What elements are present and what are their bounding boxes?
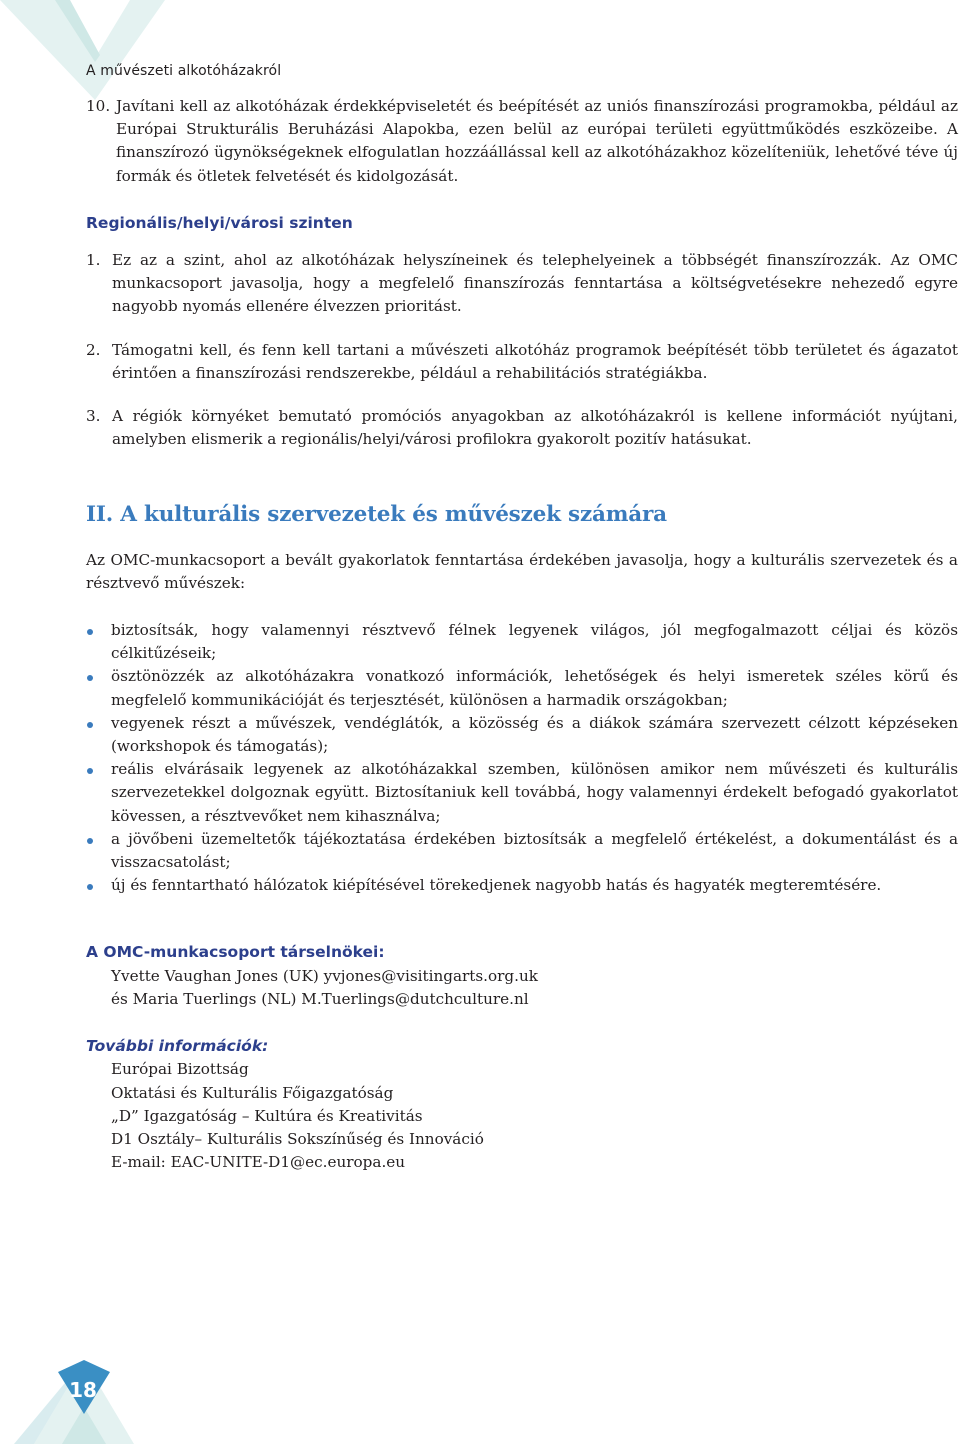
co-chairs-block xyxy=(86,941,958,1011)
item-text: Ez az a szint, ahol az alkotóházak helyszíneinek és telephelyeinek a többségét finanszírozzák. Az OMC munkacsoport javasolja, hogy a megfelelő finanszírozás fenntartása a költségvetésekre nehezedő egyre nagyobb nyomás ellenére élvezzen prioritást. xyxy=(112,251,958,316)
bullet-icon xyxy=(87,768,93,774)
contact-line: és Maria Tuerlings (NL) M.Tuerlings@dutchculture.nl xyxy=(111,989,529,1008)
list-item: biztosítsák, hogy valamennyi résztvevő félnek legyenek világos, jól megfogalmazott céljai és közös célkitűzéseik; xyxy=(86,619,958,665)
item-text: Támogatni kell, és fenn kell tartani a művészeti alkotóház programok beépítését több területet és ágazatot érintően a finanszírozási rendszerekbe, például a rehabilitációs stratégiákba. xyxy=(112,340,958,382)
more-info-label: További információk: xyxy=(86,1037,269,1056)
regional-list xyxy=(86,249,958,451)
info-line: Európai Bizottság xyxy=(111,1060,249,1079)
item-number: 1. xyxy=(86,251,101,270)
list-item xyxy=(86,405,958,451)
item-text: A régiók környéket bemutató promóciós anyagokban az alkotóházakról is kellene információt nyújtani, amelyben elismerik a regionális/helyi/városi profilokra gyakorolt pozitív hatásukat. xyxy=(112,407,958,449)
recommendation-bullets xyxy=(86,619,958,897)
bullet-icon xyxy=(87,884,93,890)
page-number: 18 xyxy=(69,1378,97,1402)
list-item xyxy=(86,95,958,188)
info-line: D1 Osztály– Kulturális Sokszínűség és Innováció xyxy=(111,1129,484,1148)
bullet-icon xyxy=(87,838,93,844)
list-item: vegyenek részt a művészek, vendéglátók, a közösség és a diákok számára szervezett célzott képzéseken (workshopok és támogatás); xyxy=(86,712,958,758)
item-number: 10. xyxy=(86,97,111,115)
eu-level-list xyxy=(86,95,958,188)
item-number: 2. xyxy=(86,340,101,359)
list-item xyxy=(86,249,958,319)
list-item: új és fenntartható hálózatok kiépítésével törekedjenek nagyobb hatás és hagyaték megteremtésére. xyxy=(86,874,958,897)
item-number: 3. xyxy=(86,407,101,426)
page-body xyxy=(86,95,958,1174)
regional-heading: Regionális/helyi/városi szinten xyxy=(86,213,353,232)
more-info-block xyxy=(86,1035,958,1174)
list-item: reális elvárásaik legyenek az alkotóházakkal szemben, különösen amikor nem művészeti és kulturális szervezetekkel dolgoznak együtt. Biztosítaniuk kell továbbá, hogy valamennyi érdekelt befogadó gyakorlatot kövessen, a résztvevőket nem kihasználva; xyxy=(86,758,958,828)
running-title: A művészeti alkotóházakról xyxy=(86,63,282,79)
bullet-icon xyxy=(87,629,93,635)
contact-line: Yvette Vaughan Jones (UK) yvjones@visitingarts.org.uk xyxy=(111,966,538,985)
item-text: Javítani kell az alkotóházak érdekképviseletét és beépítését az uniós finanszírozási programokba, például az Európai Strukturális Beruházási Alapokba, ezen belül az európai területi együttműködés eszközeibe. A finanszírozó ügynökségeknek elfogulatlan hozzáállással kell az alkotóházakhoz közelíteniük, lehetővé téve új formák és ötletek felvetését és kidolgozását. xyxy=(116,97,958,185)
section-intro: Az OMC-munkacsoport a bevált gyakorlatok fenntartása érdekében javasolja, hogy a kulturális szervezetek és a résztvevő művészek: xyxy=(86,550,958,592)
bullet-icon xyxy=(87,675,93,681)
info-line: Oktatási és Kulturális Főigazgatóság xyxy=(111,1083,394,1102)
list-item xyxy=(86,339,958,385)
info-line: „D” Igazgatóság – Kultúra és Kreativitás xyxy=(111,1106,423,1125)
info-line: E-mail: EAC-UNITE-D1@ec.europa.eu xyxy=(111,1153,406,1172)
bullet-icon xyxy=(87,722,93,728)
section-title: II. A kulturális szervezetek és művészek számára xyxy=(86,502,667,528)
list-item: a jövőbeni üzemeltetők tájékoztatása érdekében biztosítsák a megfelelő értékelést, a dokumentálást és a visszacsatolást; xyxy=(86,828,958,874)
corner-chevron-decoration xyxy=(0,0,170,100)
list-item: ösztönözzék az alkotóházakra vonatkozó információk, lehetőségek és helyi ismeretek széles körű és megfelelő kommunikációját és terjesztését, különösen a harmadik országokban; xyxy=(86,665,958,711)
co-chairs-label: A OMC-munkacsoport társelnökei: xyxy=(86,943,385,962)
